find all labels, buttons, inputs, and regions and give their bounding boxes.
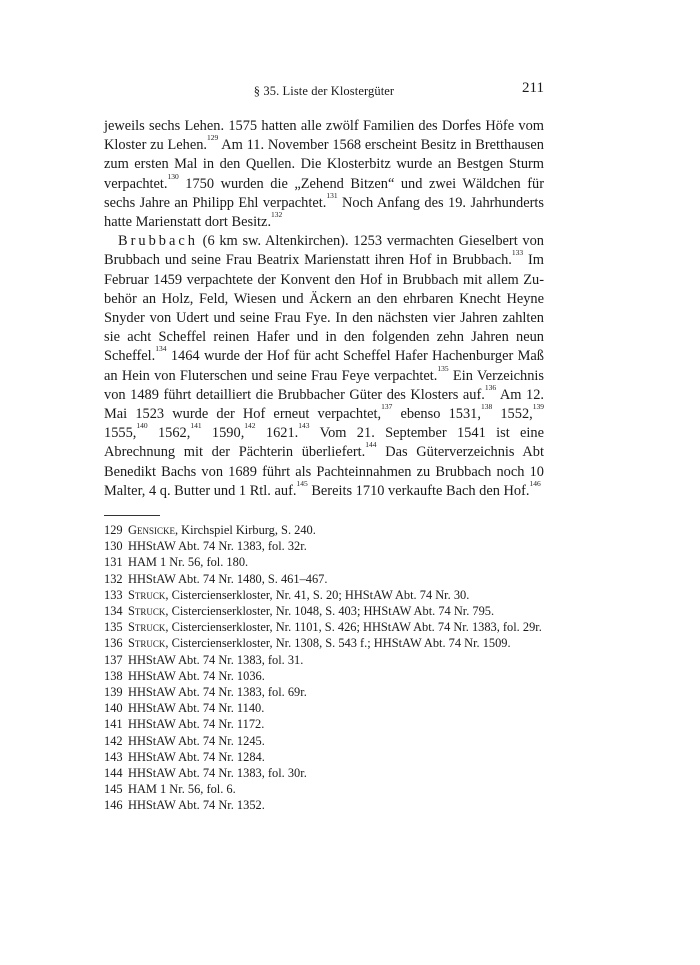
footnote [104, 571, 544, 587]
footnote-number: 141 [104, 717, 123, 732]
footnote-text [128, 652, 544, 668]
footnote-number: 144 [104, 766, 123, 781]
footnote-ref[interactable]: 132 [271, 210, 283, 220]
footnote [104, 522, 544, 538]
footnote-ref[interactable]: 145 [296, 478, 308, 488]
paragraph-bretthausen [104, 117, 544, 232]
footnote [104, 652, 544, 668]
text-run: 1750 wurden die „Zehend Bitzen“ und zwei Wäldchen für sechs Jahre an Philipp Ehl verpachtet. [104, 175, 544, 211]
footnote [104, 668, 544, 684]
footnote-body: HHStAW Abt. 74 Nr. 1036. [128, 668, 265, 683]
text-run: Ein Verzeichnis von 1489 führt detailliert die Brubbacher Güter des Klosters auf. [104, 367, 545, 403]
footnote [104, 603, 544, 619]
footnote-text [128, 765, 544, 781]
footnote-ref[interactable]: 138 [480, 402, 493, 412]
footnote-body: , Cistercienserkloster, Nr. 1048, S. 403; HHStAW Abt. 74 Nr. 795. [165, 604, 495, 619]
footnote-body: HHStAW Abt. 74 Nr. 1140. [128, 701, 265, 716]
footnote-author: Gensicke [128, 523, 175, 537]
footnote-number: 138 [104, 668, 123, 683]
text-run: 1562, [147, 425, 191, 442]
footnote [104, 733, 544, 749]
page-number: 211 [522, 80, 544, 96]
footnote-body: HAM 1 Nr. 56, fol. 6. [128, 782, 236, 797]
footnote-body: HHStAW Abt. 74 Nr. 1383, fol. 30r. [128, 766, 307, 781]
footnote [104, 619, 544, 635]
footnote-ref[interactable]: 130 [167, 171, 179, 181]
text-run: Vom 21. September 1541 ist eine Abrechnung mit der Pächterin überliefert. [104, 425, 544, 461]
text-run: Am 12. Mai 1523 wurde der Hof erneut verpachtet, [104, 386, 544, 423]
footnote-text [128, 749, 544, 765]
footnote-text [128, 700, 544, 716]
footnote-body: HHStAW Abt. 74 Nr. 1383, fol. 32r. [128, 539, 307, 554]
footnote-number: 133 [104, 587, 123, 602]
text-run: 1621. [255, 425, 299, 442]
footnote-ref[interactable]: 131 [326, 190, 338, 200]
footnote-ref[interactable]: 146 [529, 478, 541, 488]
footnote-body: HHStAW Abt. 74 Nr. 1383, fol. 69r. [128, 685, 307, 700]
footnote [104, 635, 544, 651]
text-run: Bereits 1710 verkaufte Bach den Hof. [307, 482, 530, 499]
footnote-body: HHStAW Abt. 74 Nr. 1245. [128, 733, 265, 748]
footnote-ref[interactable]: 144 [365, 440, 377, 450]
footnote-body: HHStAW Abt. 74 Nr. 1284. [128, 749, 265, 764]
footnote [104, 797, 544, 813]
footnote-ref[interactable]: 135 [437, 363, 449, 373]
text-run: Das Güterverzeichnis Abt Benedikt Bachs von 1689 führt als Pachteinnahmen zu Brubbach noch 10 Malter, 4 q. Butter und 1 Rtl. auf. [104, 444, 544, 499]
paragraph-brubbach [104, 232, 544, 501]
footnote-text [128, 716, 544, 732]
running-head-title: § 35. Liste der Klostergüter [253, 84, 395, 98]
footnote-ref[interactable]: 140 [136, 421, 148, 431]
text-run: ebenso 1531, [392, 406, 481, 423]
footnote-body: , Cistercienserkloster, Nr. 41, S. 20; HHStAW Abt. 74 Nr. 30. [165, 587, 470, 602]
footnote-number: 132 [104, 571, 123, 586]
footnote-text [128, 587, 544, 603]
footnote-author: Struck [128, 604, 166, 619]
footnote [104, 538, 544, 554]
footnote-author: Struck [128, 636, 166, 651]
footnote-body: , Cistercienserkloster, Nr. 1308, S. 543 f.; HHStAW Abt. 74 Nr. 1509. [165, 636, 511, 651]
footnote-author: Struck [128, 587, 166, 602]
footnote-body: , Cistercienserkloster, Nr. 1101, S. 426; HHStAW Abt. 74 Nr. 1383, fol. 29r. [165, 620, 542, 635]
footnote [104, 700, 544, 716]
footnote-text [128, 603, 544, 619]
text-run: Noch Anfang des 19. Jahrhunderts hatte Marienstatt dort Besitz. [104, 194, 544, 231]
footnote [104, 781, 544, 797]
footnote-author: Struck [128, 620, 166, 635]
footnote-number: 143 [104, 749, 123, 764]
footnote-text [128, 571, 544, 587]
footnote-ref[interactable]: 141 [190, 421, 202, 431]
footnote-text [128, 733, 544, 749]
footnote-text [128, 635, 544, 651]
footnote-ref[interactable]: 137 [381, 402, 393, 412]
footnote-number: 135 [104, 620, 123, 635]
running-header [104, 80, 544, 102]
text-run: 1555, [104, 425, 137, 442]
footnote-number: 145 [104, 782, 123, 797]
text-run: jeweils sechs Lehen. 1575 hatten alle zwölf Familien des Dorfes Höfe vom Kloster zu Lehen. [104, 118, 544, 154]
footnote [104, 765, 544, 781]
footnote-ref[interactable]: 133 [511, 248, 524, 258]
footnote [104, 587, 544, 603]
footnote-number: 137 [104, 652, 123, 667]
footnote-text [128, 554, 544, 570]
footnote-number: 139 [104, 685, 123, 700]
footnote-text [128, 522, 544, 538]
footnote-body: HAM 1 Nr. 56, fol. 180. [128, 555, 249, 570]
footnote-body: , Kirchspiel Kirburg, S. 240. [174, 523, 316, 537]
footnote-text [128, 538, 544, 554]
main-text [104, 117, 544, 501]
footnote-text [128, 781, 544, 797]
text-run: (6 km sw. Altenkirchen). 1253 vermachten Gieselbert von Brubbach und seine Frau Beatrix Marienstatt ihren Hof in Brubbach. [104, 233, 544, 269]
footnote-body: HHStAW Abt. 74 Nr. 1172. [128, 717, 265, 732]
footnote [104, 684, 544, 700]
footnote-number: 142 [104, 733, 123, 748]
text-run: Am 11. November 1568 erscheint Besitz in Bretthausen zum ersten Mal in den Quellen. Die Klosterbitz wurde an Bestgen Sturm verpachtet. [104, 137, 544, 192]
footnote-ref[interactable]: 142 [244, 421, 256, 431]
place-name-brubbach: Brubbach [118, 233, 198, 250]
footnote-number: 134 [104, 604, 123, 619]
text-run: 1590, [201, 425, 245, 442]
footnote-body: HHStAW Abt. 74 Nr. 1352. [128, 798, 265, 813]
text-run: 1464 wurde der Hof für acht Scheffel Hafer Hachenburger Maß an Hein von Fluterschen und seine Frau Feye verpachtet. [104, 348, 544, 384]
text-run: Im Februar 1459 verpachtete der Konvent den Hof in Brubbach mit allem Zubehör an Holz, Feld, Wiesen und Äckern an den ehrbaren Knecht Heyne Snyder von Udert und seine Frau Fye. In den nächsten vier Jahren zahlten sie acht Scheffel reinen Hafer und in den folgenden zehn Jahren neun Scheffel. [104, 252, 544, 365]
footnote-text [128, 797, 544, 813]
footnote-text [128, 684, 544, 700]
footnote-body: HHStAW Abt. 74 Nr. 1480, S. 461–467. [128, 571, 328, 586]
footnote-number: 129 [104, 523, 123, 537]
footnote [104, 749, 544, 765]
footnote-body: HHStAW Abt. 74 Nr. 1383, fol. 31. [128, 652, 304, 667]
footnote-number: 146 [104, 798, 123, 813]
footnote [104, 554, 544, 570]
footnote-ref[interactable]: 134 [155, 344, 167, 354]
footnote-number: 140 [104, 701, 123, 716]
text-run: 1552, [492, 406, 533, 423]
footnote-number: 130 [104, 539, 123, 554]
footnote [104, 716, 544, 732]
footnote-ref[interactable]: 139 [532, 402, 544, 412]
footnote-number: 136 [104, 636, 123, 651]
footnote-ref[interactable]: 136 [484, 382, 497, 392]
footnote-ref[interactable]: 143 [298, 421, 310, 431]
footnote-text [128, 619, 544, 635]
footnote-text [128, 668, 544, 684]
footnote-list [104, 522, 544, 814]
footnote-number: 131 [104, 555, 123, 570]
footnote-divider [104, 515, 160, 516]
footnote-ref[interactable]: 129 [207, 133, 219, 143]
